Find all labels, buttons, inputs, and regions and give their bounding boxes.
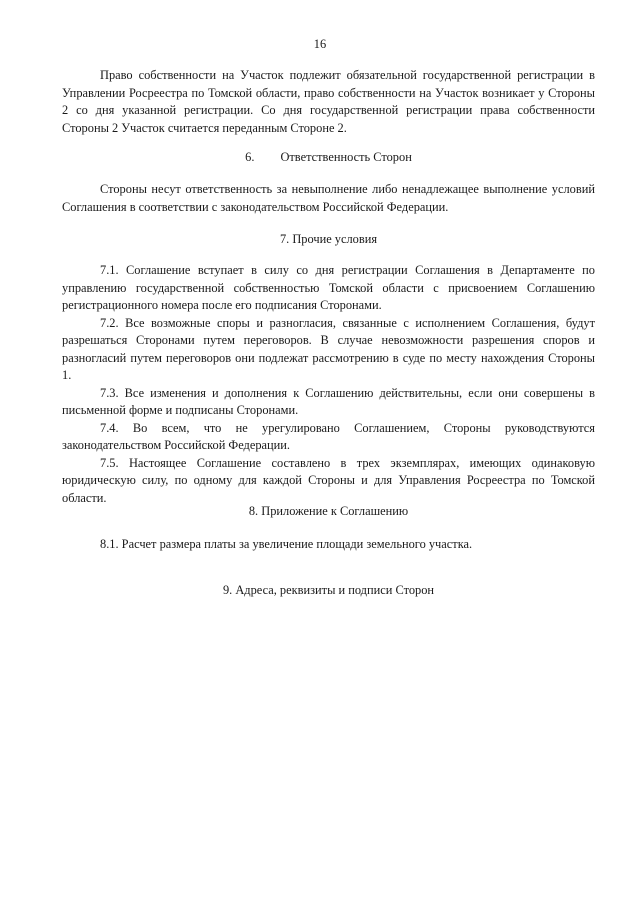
section-8-body [62, 536, 595, 554]
section-7-heading: 7. Прочие условия [279, 232, 378, 246]
clause-7-4: 7.4. Во всем, что не урегулировано Соглашением, Стороны руководствуются законодательством Российской Федерации. [62, 420, 595, 452]
clause-7-1: 7.1. Соглашение вступает в силу со дня регистрации Соглашения в Департаменте по управлению государственной собственностью Томской области с присвоением Соглашению регистрационного номера после его подписания Сторонами. [62, 263, 595, 312]
section-6-number: 6. [245, 150, 255, 164]
clause-8-1: 8.1. Расчет размера платы за увеличение площади земельного участка. [100, 537, 473, 551]
section-6-body [62, 181, 595, 216]
section-7-body [62, 262, 595, 507]
section-6-title: Ответственность Сторон [280, 150, 412, 164]
page-number: 16 [313, 37, 327, 51]
clause-7-5: 7.5. Настоящее Соглашение составлено в трех экземплярах, имеющих одинаковую юридическую силу, по одному для каждой Стороны и для Управления Росреестра по Томской области. [62, 455, 595, 505]
clause-7-2: 7.2. Все возможные споры и разногласия, связанные с исполнением Соглашения, будут разрешаться Сторонами путем переговоров. В случае невозможности разрешения споров и разногласий путем переговоров они подлежат рассмотрению в суде по месту нахождения Стороны 1. [62, 315, 595, 382]
clause-7-3: 7.3. Все изменения и дополнения к Соглашению действительны, если они совершены в письменной форме и подписаны Сторонами. [62, 385, 595, 417]
section-6-heading [62, 149, 595, 167]
section-8-heading: 8. Приложение к Соглашению [248, 504, 409, 518]
section-6-paragraph: Стороны несут ответственность за невыполнение либо ненадлежащее выполнение условий Соглашения в соответствии с законодательством Российской Федерации. [62, 182, 595, 214]
section-9-heading: 9. Адреса, реквизиты и подписи Сторон [222, 583, 435, 597]
intro-paragraph-block [62, 67, 595, 137]
intro-paragraph: Право собственности на Участок подлежит обязательной государственной регистрации в Управлении Росреестра по Томской области, право собственности на Участок возникает у Стороны 2 со дня указанной регистрации. Со дня государственной регистрации права собственности Стороны 2 Участок считается переданным Стороне 2. [62, 68, 595, 135]
